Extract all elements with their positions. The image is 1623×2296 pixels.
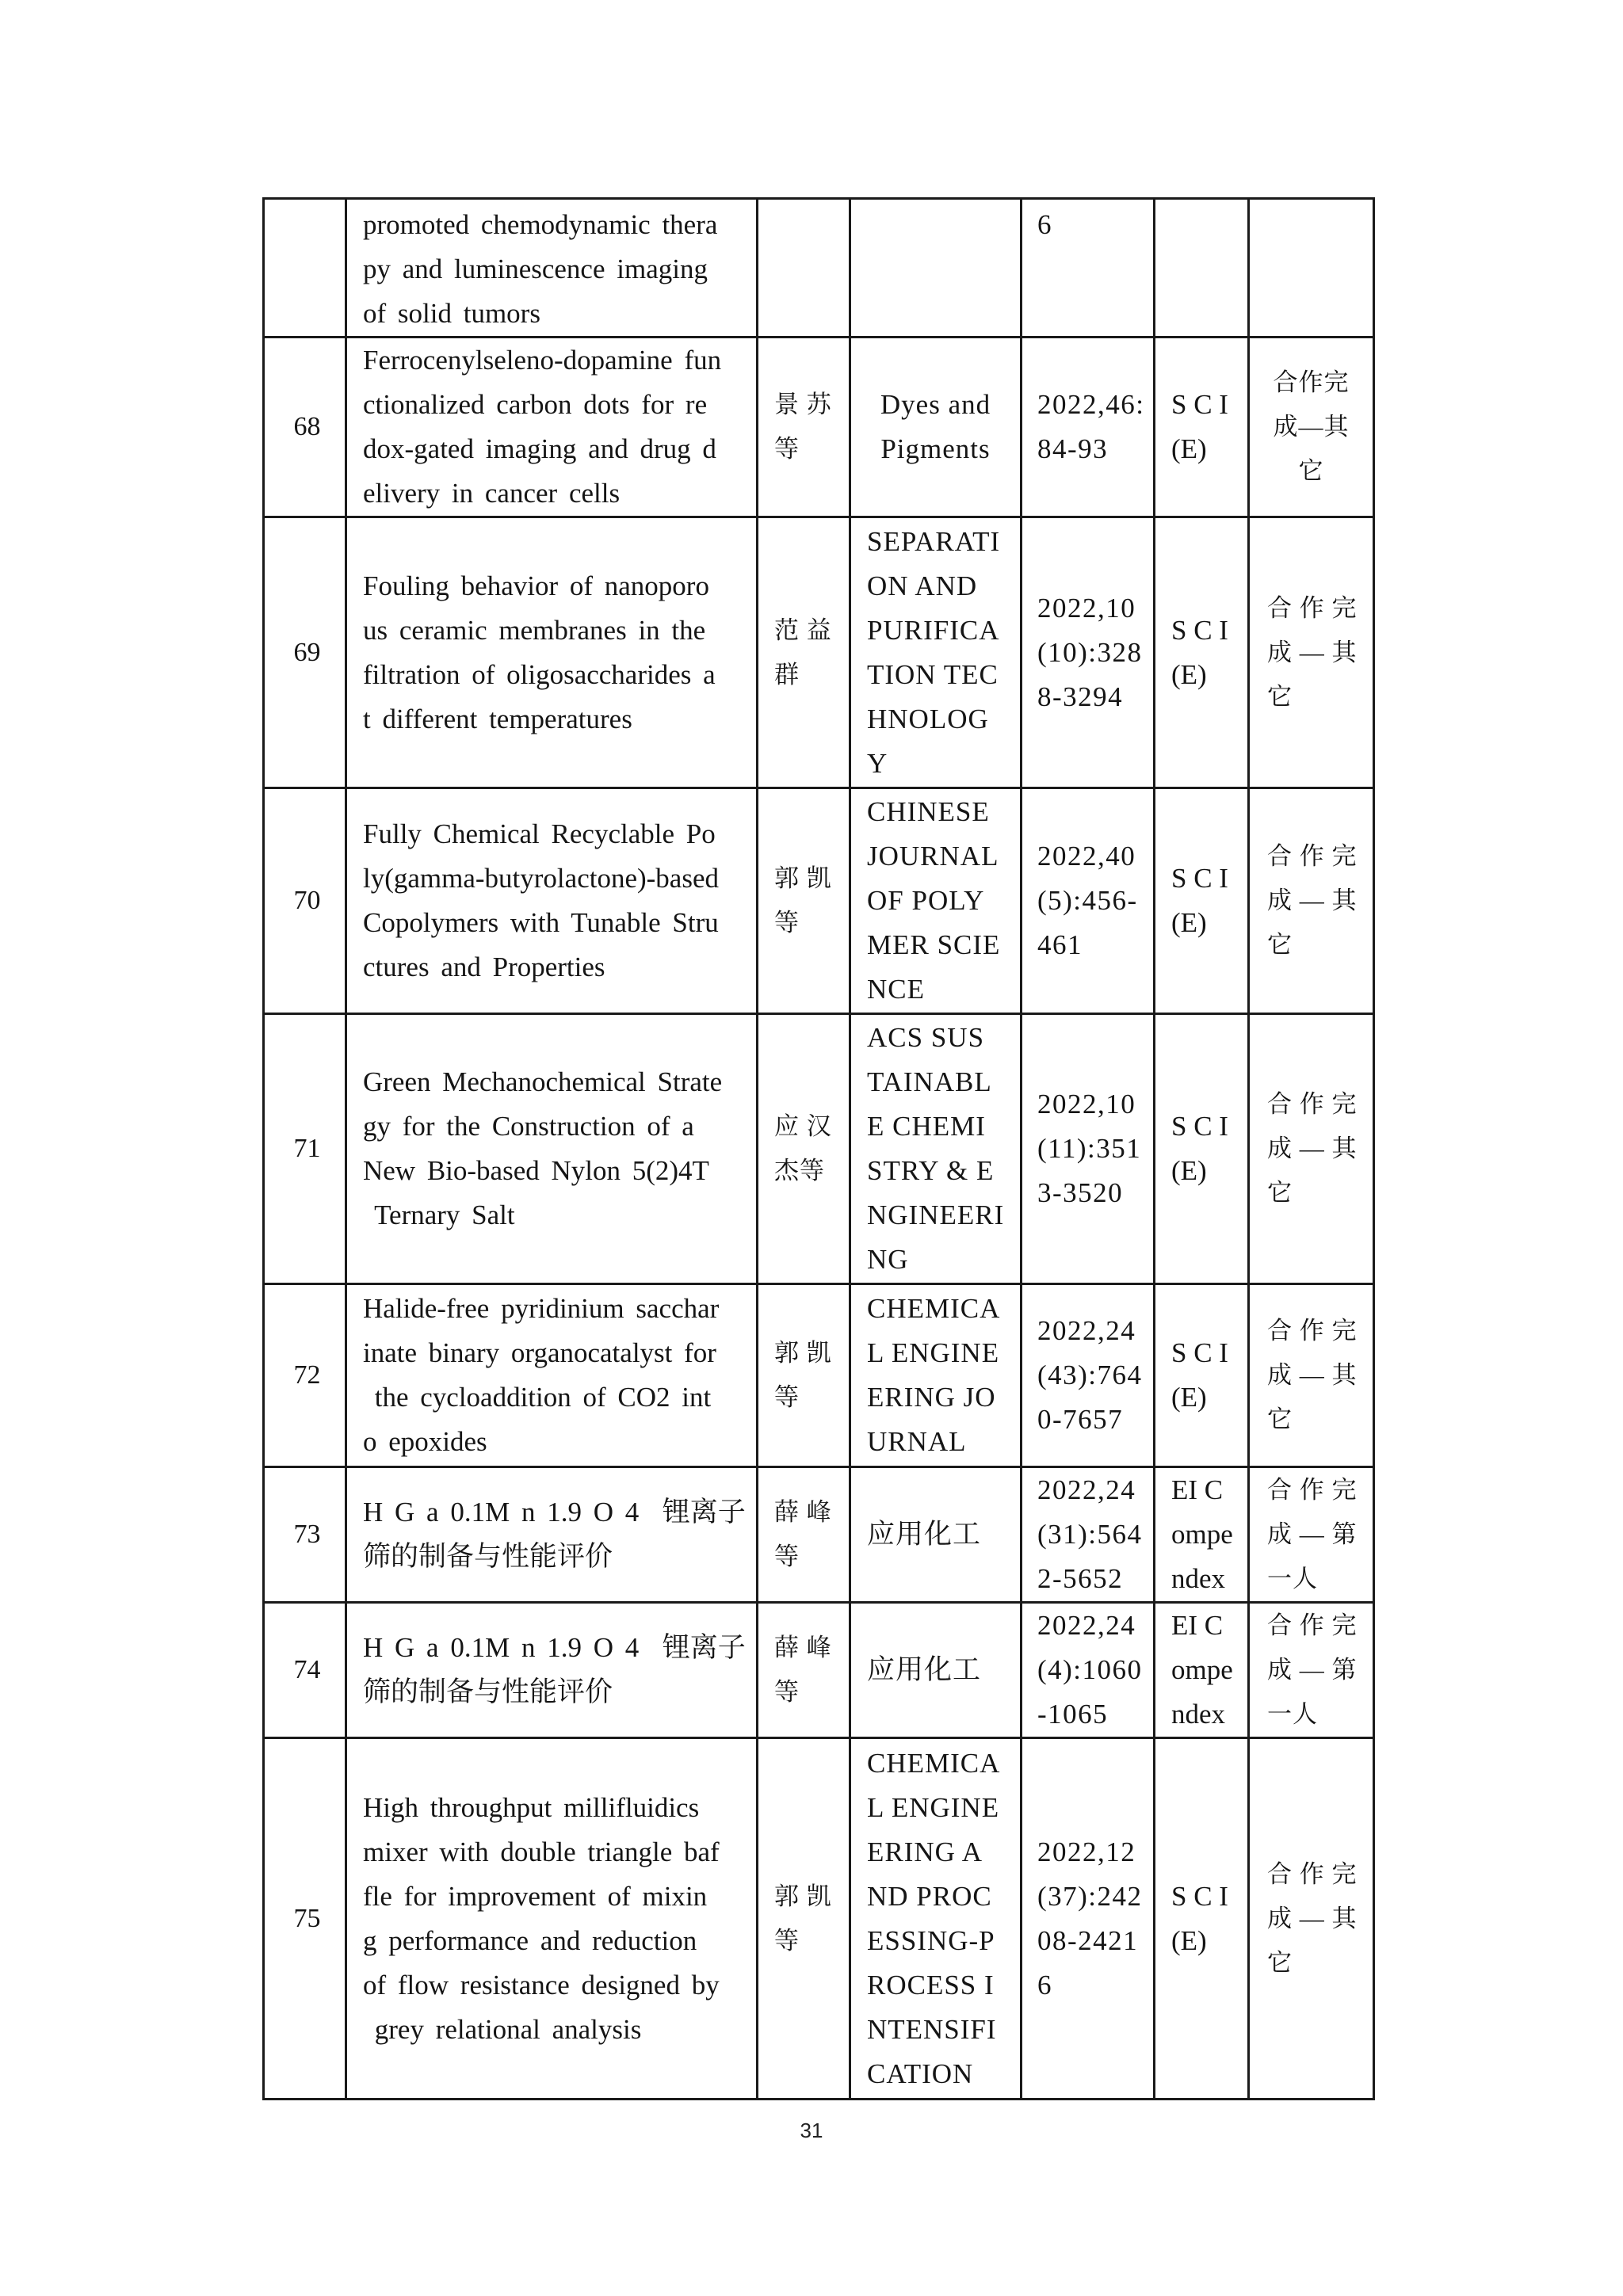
index-type-cell <box>1155 788 1249 1014</box>
role-cell <box>1249 517 1374 788</box>
role-line: 合 作 完 <box>1267 842 1358 870</box>
journal-line: ROCESS I <box>867 1969 995 2000</box>
index-type-cell <box>1155 199 1249 338</box>
publication-info-cell <box>1022 1603 1155 1738</box>
index-type-line: S C I <box>1171 1337 1228 1368</box>
author-cell <box>758 1738 850 2100</box>
publication-info-line: 461 <box>1037 929 1083 960</box>
role-cell <box>1249 1738 1374 2100</box>
paper-title-line: H G a 0.1M n 1.9 O 4 锂离子 <box>363 1632 746 1663</box>
author-line: 郭 凯 <box>774 1882 832 1910</box>
publication-info-line: 2022,10 <box>1037 592 1136 624</box>
role-line: 成 — 第 <box>1267 1520 1358 1548</box>
role-line: 一人 <box>1267 1700 1318 1728</box>
role-line: 成 — 其 <box>1267 1361 1358 1389</box>
paper-title-line: H G a 0.1M n 1.9 O 4 锂离子 <box>363 1497 746 1527</box>
paper-title-line: py and luminescence imaging <box>363 254 708 284</box>
index-type-cell <box>1155 1738 1249 2100</box>
journal-line: HNOLOG <box>867 703 989 734</box>
page-number: 31 <box>800 2119 823 2142</box>
role-line: 它 <box>1267 1179 1293 1207</box>
paper-title-line: ly(gamma-butyrolactone)-based <box>363 863 719 894</box>
table-row <box>264 517 1374 788</box>
paper-title-cell <box>346 1603 758 1738</box>
journal-line: L ENGINE <box>867 1791 1000 1823</box>
journal-cell <box>850 1603 1022 1738</box>
row-number-cell: 73 <box>264 1467 346 1603</box>
index-type-line: S C I <box>1171 1880 1228 1912</box>
author-line: 等 <box>774 909 800 936</box>
index-type-line: S C I <box>1171 863 1228 894</box>
publication-info-line: 2022,24 <box>1037 1315 1136 1346</box>
journal-line: NGINEERI <box>867 1199 1005 1230</box>
author-line: 等 <box>774 435 800 463</box>
journal-line: STRY & E <box>867 1155 995 1186</box>
paper-title-line: o epoxides <box>363 1426 487 1457</box>
paper-title-cell <box>346 338 758 517</box>
publication-info-line: 2022,24 <box>1037 1474 1136 1505</box>
author-line: 范 益 <box>774 616 832 644</box>
journal-line: CHEMICA <box>867 1747 1001 1779</box>
row-number-cell: 68 <box>264 338 346 517</box>
author-line: 郭 凯 <box>774 864 832 892</box>
author-line: 等 <box>774 1383 800 1411</box>
table-row <box>264 1467 1374 1603</box>
paper-title-line: dox-gated imaging and drug d <box>363 433 716 464</box>
index-type-line: ompe <box>1171 1519 1233 1550</box>
paper-title-line: inate binary organocatalyst for <box>363 1337 716 1368</box>
journal-line: Y <box>867 747 888 779</box>
publication-info-line: -1065 <box>1037 1699 1109 1730</box>
paper-title-line: Green Mechanochemical Strate <box>363 1066 723 1097</box>
publication-info-line: 6 <box>1037 1969 1052 2000</box>
author-cell <box>758 788 850 1014</box>
index-type-line: ndex <box>1171 1563 1226 1594</box>
paper-title-line: ctures and Properties <box>363 952 605 982</box>
index-type-line: (E) <box>1171 1155 1207 1186</box>
journal-line: MER SCIE <box>867 929 1001 960</box>
author-cell <box>758 338 850 517</box>
index-type-line: EI C <box>1171 1610 1224 1641</box>
index-type-cell <box>1155 1467 1249 1603</box>
index-type-line: ndex <box>1171 1699 1226 1730</box>
publication-info-line: 2022,46: <box>1037 389 1145 420</box>
publication-info-line: 2022,12 <box>1037 1836 1136 1867</box>
role-line: 合作完 <box>1273 368 1350 396</box>
journal-line: ERING A <box>867 1836 983 1867</box>
journal-cell <box>850 517 1022 788</box>
index-type-cell <box>1155 517 1249 788</box>
journal-line: NCE <box>867 974 925 1005</box>
journal-line: PURIFICA <box>867 614 1000 646</box>
journal-line: Dyes and <box>880 389 991 420</box>
index-type-line: (E) <box>1171 658 1207 690</box>
row-number-cell: 74 <box>264 1603 346 1738</box>
journal-line: TAINABL <box>867 1066 992 1097</box>
journal-cell <box>850 338 1022 517</box>
author-cell <box>758 1467 850 1603</box>
paper-title-line: fle for improvement of mixin <box>363 1880 708 1912</box>
author-line: 薛 峰 <box>774 1498 832 1526</box>
role-line: 成 — 第 <box>1267 1656 1358 1684</box>
role-line: 成 — 其 <box>1267 887 1358 914</box>
index-type-line: S C I <box>1171 389 1228 420</box>
journal-line: CHEMICA <box>867 1293 1001 1324</box>
paper-title-line: us ceramic membranes in the <box>363 614 706 646</box>
paper-title-line: Halide-free pyridinium sacchar <box>363 1293 720 1324</box>
index-type-line: (E) <box>1171 907 1207 938</box>
journal-line: ERING JO <box>867 1382 996 1413</box>
role-line: 合 作 完 <box>1267 593 1358 622</box>
role-line: 合 作 完 <box>1267 1611 1358 1639</box>
publication-info-line: 2022,24 <box>1037 1610 1136 1641</box>
author-line: 等 <box>774 1543 800 1570</box>
author-line: 杰等 <box>774 1157 825 1184</box>
publication-info-line: 84-93 <box>1037 433 1109 464</box>
journal-line: ESSING-P <box>867 1924 995 1956</box>
publication-info-cell <box>1022 788 1155 1014</box>
journal-line: SEPARATI <box>867 525 1001 557</box>
paper-title-cell <box>346 1467 758 1603</box>
publication-info-cell <box>1022 1284 1155 1467</box>
index-type-line: S C I <box>1171 614 1228 646</box>
index-type-cell <box>1155 1014 1249 1284</box>
publication-info-cell <box>1022 1738 1155 2100</box>
journal-line: L ENGINE <box>867 1337 1000 1368</box>
role-line: 它 <box>1267 1405 1293 1433</box>
paper-title-cell <box>346 1738 758 2100</box>
publication-info-line: 3-3520 <box>1037 1177 1124 1208</box>
publication-info-line: (43):764 <box>1037 1360 1143 1390</box>
publication-info-line: 2-5652 <box>1037 1563 1124 1594</box>
publication-info-line: 6 <box>1037 209 1052 240</box>
table-row <box>264 1603 1374 1738</box>
paper-title-line: Copolymers with Tunable Stru <box>363 907 719 938</box>
paper-title-line: the cycloaddition of CO2 int <box>363 1382 712 1413</box>
publication-info-line: 8-3294 <box>1037 681 1124 712</box>
role-line: 成 — 其 <box>1267 638 1358 666</box>
paper-title-line: of flow resistance designed by <box>363 1969 720 2000</box>
journal-cell <box>850 1738 1022 2100</box>
row-number-cell: 70 <box>264 788 346 1014</box>
paper-title-line: 筛的制备与性能评价 <box>363 1541 613 1572</box>
journal-line: ACS SUS <box>867 1022 985 1053</box>
paper-title-cell <box>346 517 758 788</box>
paper-title-line: Fully Chemical Recyclable Po <box>363 818 716 849</box>
publication-info-line: (10):328 <box>1037 636 1143 668</box>
index-type-line: EI C <box>1171 1474 1224 1505</box>
author-line: 等 <box>774 1678 800 1706</box>
author-line: 郭 凯 <box>774 1339 832 1367</box>
index-type-line: ompe <box>1171 1654 1233 1685</box>
role-line: 合 作 完 <box>1267 1476 1358 1504</box>
table-row <box>264 338 1374 517</box>
journal-cell <box>850 1014 1022 1284</box>
publication-info-line: (31):564 <box>1037 1519 1143 1550</box>
row-number-cell <box>264 199 346 338</box>
journal-cell <box>850 788 1022 1014</box>
publication-info-cell <box>1022 199 1155 338</box>
paper-title-line: filtration of oligosaccharides a <box>363 658 716 690</box>
paper-title-line: High throughput millifluidics <box>363 1791 700 1823</box>
paper-title-line: mixer with double triangle baf <box>363 1836 720 1867</box>
paper-title-line: Ternary Salt <box>363 1199 515 1230</box>
table-row <box>264 199 1374 338</box>
role-line: 成—其 <box>1273 413 1350 441</box>
publication-info-line: (4):1060 <box>1037 1654 1143 1685</box>
journal-line: CATION <box>867 2058 974 2089</box>
author-line: 薛 峰 <box>774 1634 832 1661</box>
paper-title-cell <box>346 1014 758 1284</box>
paper-title-line: ctionalized carbon dots for re <box>363 389 708 420</box>
paper-title-line: t different temperatures <box>363 703 632 734</box>
author-line: 群 <box>774 660 800 688</box>
role-line: 合 作 完 <box>1267 1317 1358 1344</box>
row-number-cell: 69 <box>264 517 346 788</box>
paper-title-line: gy for the Construction of a <box>363 1111 694 1142</box>
role-cell <box>1249 788 1374 1014</box>
paper-title-line: Fouling behavior of nanoporo <box>363 570 709 601</box>
row-number-cell: 71 <box>264 1014 346 1284</box>
role-cell <box>1249 1467 1374 1603</box>
publication-info-cell <box>1022 517 1155 788</box>
journal-line: NTENSIFI <box>867 2013 997 2045</box>
paper-title-cell <box>346 788 758 1014</box>
role-line: 它 <box>1298 457 1324 485</box>
paper-title-line: 筛的制备与性能评价 <box>363 1676 613 1707</box>
author-cell <box>758 517 850 788</box>
paper-title-line: elivery in cancer cells <box>363 478 621 509</box>
role-line: 成 — 其 <box>1267 1135 1358 1162</box>
author-cell <box>758 1284 850 1467</box>
role-cell <box>1249 338 1374 517</box>
publication-info-line: 0-7657 <box>1037 1404 1124 1435</box>
journal-cell <box>850 199 1022 338</box>
publication-info-cell <box>1022 338 1155 517</box>
publication-info-cell <box>1022 1014 1155 1284</box>
author-cell <box>758 1014 850 1284</box>
publications-table <box>262 197 1375 2100</box>
publication-info-line: (37):242 <box>1037 1880 1143 1912</box>
publication-info-line: (11):351 <box>1037 1133 1142 1164</box>
paper-title-line: grey relational analysis <box>363 2013 642 2045</box>
role-line: 它 <box>1267 1948 1293 1977</box>
role-line: 合 作 完 <box>1267 1859 1358 1888</box>
role-cell <box>1249 1014 1374 1284</box>
index-type-cell <box>1155 1284 1249 1467</box>
paper-title-cell <box>346 199 758 338</box>
publication-info-line: 08-2421 <box>1037 1924 1139 1956</box>
table-row <box>264 788 1374 1014</box>
paper-title-line: of solid tumors <box>363 298 540 329</box>
journal-cell <box>850 1284 1022 1467</box>
author-cell <box>758 199 850 338</box>
journal-line: OF POLY <box>867 885 985 916</box>
index-type-line: (E) <box>1171 1382 1207 1413</box>
role-line: 它 <box>1267 931 1293 959</box>
journal-line: JOURNAL <box>867 841 999 871</box>
journal-cell <box>850 1467 1022 1603</box>
journal-line: TION TEC <box>867 658 999 690</box>
journal-line: URNAL <box>867 1426 967 1457</box>
paper-title-line: New Bio-based Nylon 5(2)4T <box>363 1155 709 1186</box>
publication-info-line: 2022,10 <box>1037 1089 1136 1119</box>
author-line: 等 <box>774 1926 800 1955</box>
paper-title-cell <box>346 1284 758 1467</box>
paper-title-line: promoted chemodynamic thera <box>363 209 718 240</box>
index-type-line: (E) <box>1171 433 1207 464</box>
index-type-cell <box>1155 338 1249 517</box>
journal-line: E CHEMI <box>867 1111 986 1142</box>
table-row <box>264 1738 1374 2100</box>
index-type-line: S C I <box>1171 1111 1228 1142</box>
journal-line: ND PROC <box>867 1880 992 1912</box>
paper-title-line: g performance and reduction <box>363 1924 697 1956</box>
journal-line: 应用化工 <box>867 1519 982 1550</box>
row-number-cell: 72 <box>264 1284 346 1467</box>
journal-line: NG <box>867 1244 909 1275</box>
role-cell <box>1249 199 1374 338</box>
journal-line: Pigments <box>880 433 991 464</box>
role-line: 一人 <box>1267 1565 1318 1592</box>
index-type-line: (E) <box>1171 1924 1207 1956</box>
author-line: 应 汉 <box>774 1112 832 1140</box>
journal-line: CHINESE <box>867 796 990 827</box>
publication-info-line: (5):456- <box>1037 885 1138 916</box>
role-cell <box>1249 1284 1374 1467</box>
row-number-cell: 75 <box>264 1738 346 2100</box>
table-row <box>264 1014 1374 1284</box>
publication-info-line: 2022,40 <box>1037 841 1136 871</box>
publication-info-cell <box>1022 1467 1155 1603</box>
journal-line: 应用化工 <box>867 1654 982 1685</box>
role-line: 它 <box>1267 682 1293 711</box>
table-row <box>264 1284 1374 1467</box>
index-type-cell <box>1155 1603 1249 1738</box>
role-line: 成 — 其 <box>1267 1904 1358 1932</box>
author-line: 景 苏 <box>774 391 832 418</box>
paper-title-line: Ferrocenylseleno-dopamine fun <box>363 345 722 376</box>
role-line: 合 作 完 <box>1267 1090 1358 1118</box>
table-body <box>264 199 1374 2100</box>
role-cell <box>1249 1603 1374 1738</box>
author-cell <box>758 1603 850 1738</box>
journal-line: ON AND <box>867 570 978 601</box>
